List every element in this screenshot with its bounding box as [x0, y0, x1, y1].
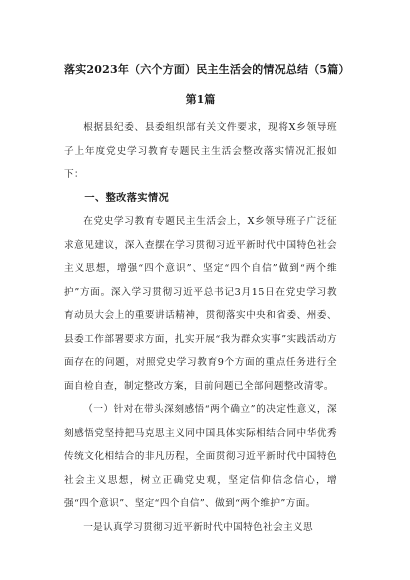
document-subtitle: 第1篇 [185, 93, 216, 106]
body-paragraph-2: （一）针对在带头深刻感悟“两个确立”的决定性意义，深刻感悟党坚持把马克思主义同中国具体实际相结合同中华优秀传统文化相结合的非凡历程，全面贯彻习近平新时代中国特色社会主义思想，树立正确党史观，坚定信仰信念信心，增强“四个意识”、坚定“四个自信”、做到“两个维护”方面。 [64, 404, 337, 509]
section-heading: 一、整改落实情况 [84, 191, 170, 204]
document-title: 落实2023年（六个方面）民主生活会的情况总结（5篇） [64, 63, 350, 76]
body-paragraph-3: 一是认真学习贯彻习近平新时代中国特色社会主义思 [83, 521, 314, 533]
body-paragraph-1: 在党史学习教育专题民主生活会上，X乡领导班子广泛征求意见建议，深入查摆在学习贯彻习近平新时代中国特色社会主义思想，增强“四个意识”、坚定“四个自信”做到“两个维护”方面。深入学习贯彻习近平总书记3月15日在党史学习教育动员大会上的重要讲话精神，贯彻落实中央和省委、州委、县委工作部署要求方面，扎实开展“我为群众实事”实践活动方面存在的问题，对照党史学习教育9个方面的重点任务进行全面自检自查，制定整改方案，目前问题已全部问题整改清零。 [64, 216, 337, 392]
intro-paragraph: 根据县纪委、县委组织部有关文件要求，现将X乡领导班子上年度党史学习教育专题民主生活会整改落实情况汇报如下： [64, 122, 337, 180]
